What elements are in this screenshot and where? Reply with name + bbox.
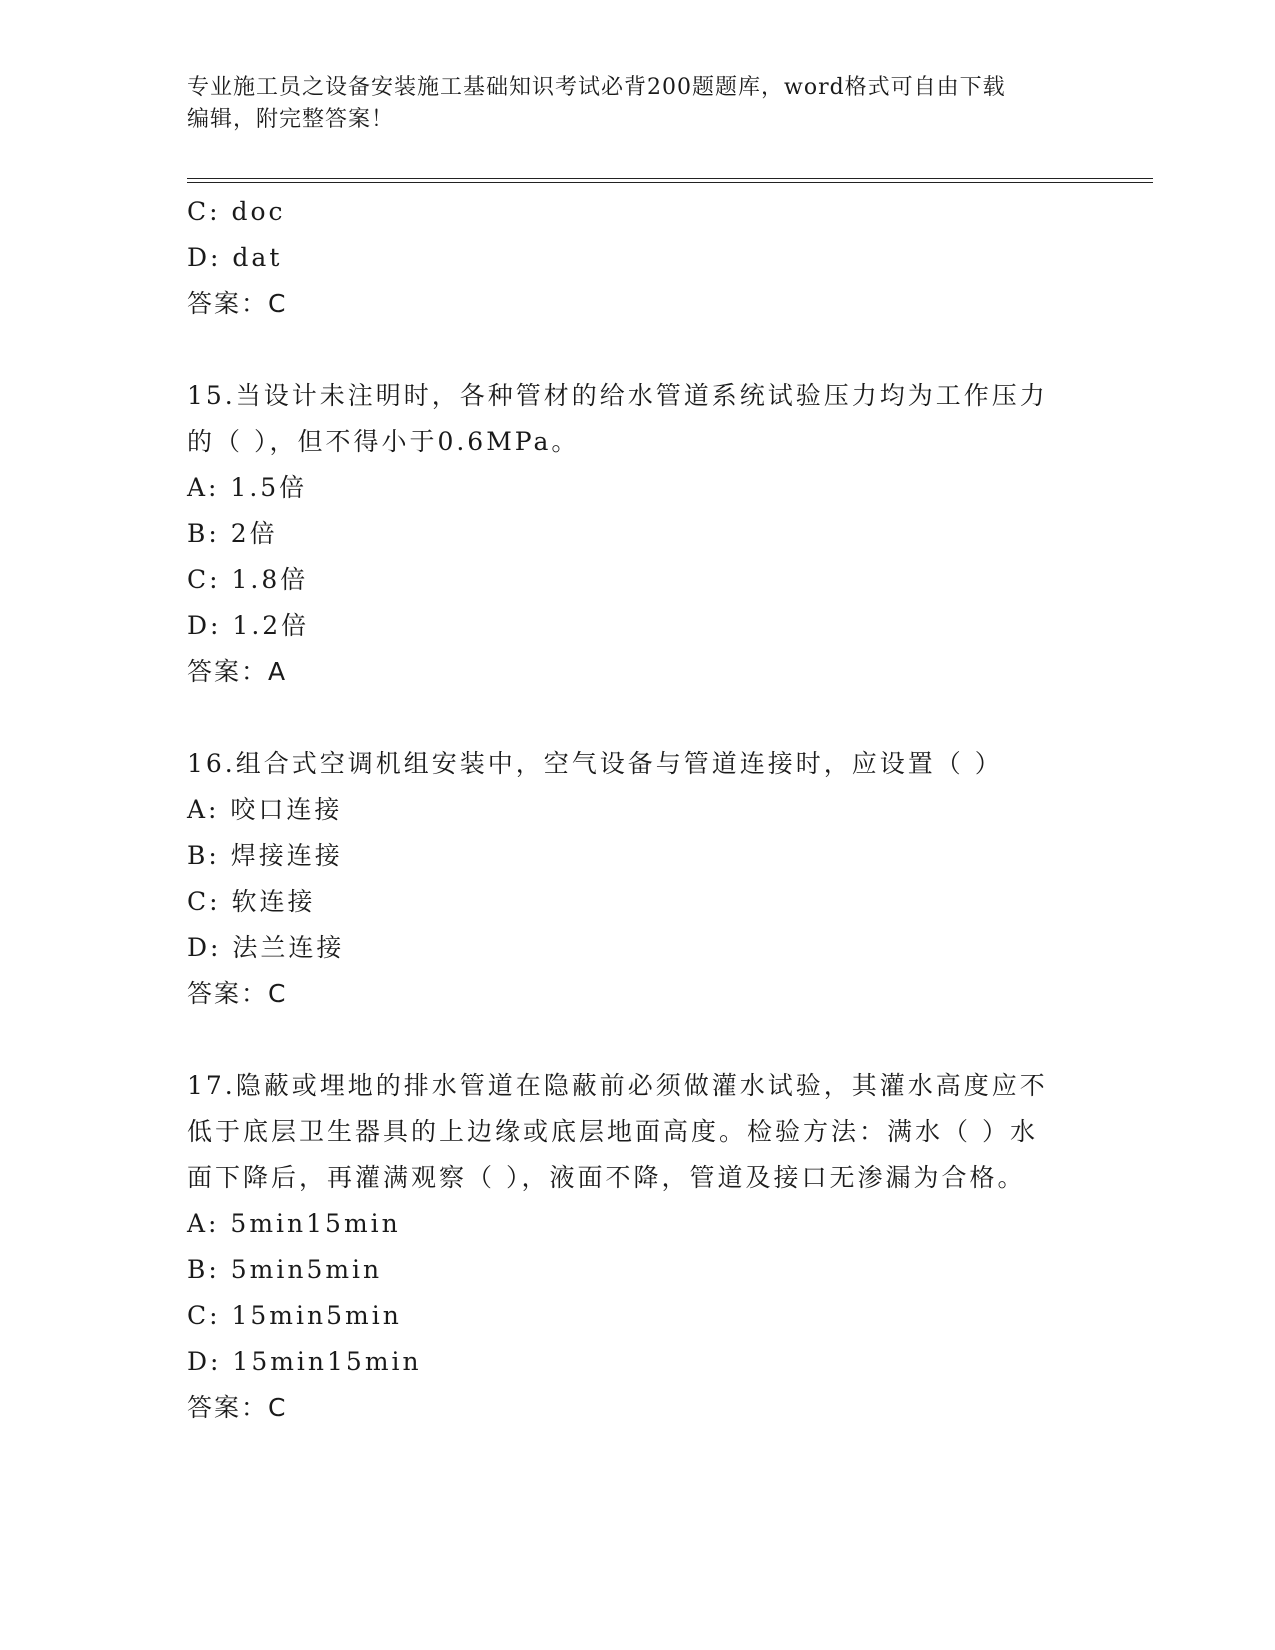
- option-b: B: 2倍: [187, 519, 278, 548]
- option-c: C: 15min5min: [187, 1301, 402, 1330]
- question-stem-line: 17.隐蔽或埋地的排水管道在隐蔽前必须做灌水试验，其灌水高度应不: [187, 1071, 1048, 1100]
- header-title-line-1: 专业施工员之设备安装施工基础知识考试必背200题题库，word格式可自由下载: [187, 75, 1006, 100]
- option-b: B: 5min5min: [187, 1255, 383, 1284]
- option-b: B: 焊接连接: [187, 841, 343, 870]
- question-stem-line: 的（ ），但不得小于0.6MPa。: [187, 427, 580, 456]
- question-14: [187, 189, 1087, 327]
- answer: 答案：C: [187, 979, 288, 1008]
- answer: 答案：A: [187, 657, 288, 686]
- option-a: A: 咬口连接: [187, 795, 343, 824]
- question-15: [187, 373, 1087, 695]
- option-d: D: dat: [187, 243, 283, 272]
- spacer: [187, 1017, 1087, 1063]
- spacer: [187, 695, 1087, 741]
- question-stem-line: 低于底层卫生器具的上边缘或底层地面高度。检验方法：满水（ ）水: [187, 1117, 1038, 1146]
- option-a: A: 5min15min: [187, 1209, 401, 1238]
- question-list: [187, 189, 1087, 1431]
- option-c: C: doc: [187, 197, 286, 226]
- header-title-line-2: 编辑，附完整答案！: [187, 107, 395, 132]
- answer: 答案：C: [187, 1393, 288, 1422]
- option-c: C: 软连接: [187, 887, 316, 916]
- question-17: [187, 1063, 1087, 1431]
- header-rule-bottom: [187, 182, 1153, 183]
- spacer: [187, 327, 1087, 373]
- question-stem-line: 15.当设计未注明时，各种管材的给水管道系统试验压力均为工作压力: [187, 381, 1048, 410]
- question-16: [187, 741, 1087, 1017]
- option-d: D: 法兰连接: [187, 933, 345, 962]
- option-c: C: 1.8倍: [187, 565, 309, 594]
- option-d: D: 1.2倍: [187, 611, 310, 640]
- header-rule-top: [187, 178, 1153, 179]
- page-header: [187, 72, 1087, 136]
- question-stem-line: 面下降后，再灌满观察（ ），液面不降，管道及接口无渗漏为合格。: [187, 1163, 1026, 1192]
- question-stem-line: 16.组合式空调机组安装中，空气设备与管道连接时，应设置（ ）: [187, 749, 1003, 778]
- option-d: D: 15min15min: [187, 1347, 422, 1376]
- answer: 答案：C: [187, 289, 288, 318]
- option-a: A: 1.5倍: [187, 473, 308, 502]
